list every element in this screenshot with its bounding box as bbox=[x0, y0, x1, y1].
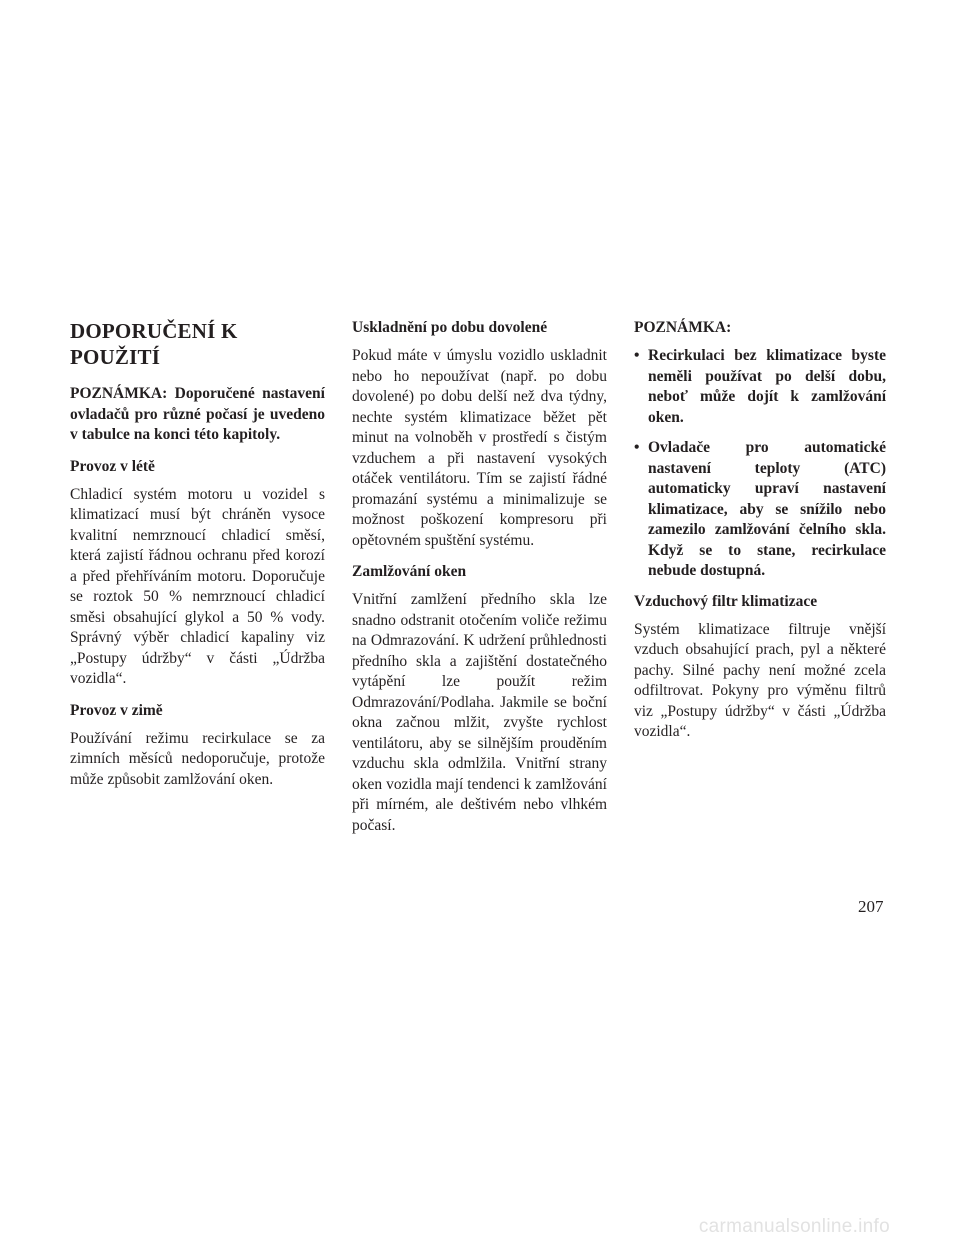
note-bullet-item bbox=[634, 438, 886, 582]
bullet-text: Ovladače pro automatické nastavení teploty (ATC) automaticky upraví nastavení klimatizace, aby se snížilo nebo zamezilo zamlžování čelního skla. Když se to stane, recirkulace nebude dostupná. bbox=[648, 439, 886, 579]
winter-subheading: Provoz v zimě bbox=[70, 701, 163, 719]
column-middle bbox=[352, 318, 607, 847]
fog-subheading: Zamlžování oken bbox=[352, 563, 467, 580]
note-bullet-item bbox=[634, 346, 886, 428]
section-heading: DOPORUČENÍ K POUŽITÍ bbox=[70, 319, 238, 369]
filter-subheading: Vzduchový filtr klimatizace bbox=[634, 592, 818, 610]
bullet-text: Recirkulaci bez klimatizace byste neměli používat po delší dobu, neboť může dojít k zamlžování oken. bbox=[648, 347, 886, 426]
note-heading: POZNÁMKA: bbox=[634, 319, 732, 336]
storage-subheading: Uskladnění po dobu dovolené bbox=[352, 319, 548, 336]
bullet-icon: • bbox=[634, 439, 640, 456]
fog-paragraph: Vnitřní zamlžení předního skla lze snadno odstranit otočením voliče režimu na Odmrazování. K udržení průhlednosti předního skla a zajištění dostatečného vytápění lze použít režim Odmrazování/Podlaha. Jakmile se boční okna začnou mlžit, zvyšte rychlost ventilátoru, aby se silnějším prouděním vzduchu skla odmlžila. Vnitřní strany oken vozidla mají tendenci k zamlžování při mírném, ale deštivém nebo vlhkém počasí. bbox=[352, 591, 607, 834]
column-right bbox=[634, 318, 886, 754]
summer-subheading: Provoz v létě bbox=[70, 457, 155, 475]
bullet-icon: • bbox=[634, 347, 640, 364]
note-paragraph: POZNÁMKA: Doporučené nastavení ovladačů pro různé počasí je uvedeno v tabulce na konci této kapitoly. bbox=[70, 385, 325, 443]
winter-paragraph: Používání režimu recirkulace se za zimních měsíců nedoporučuje, protože může způsobit zamlžování oken. bbox=[70, 729, 325, 788]
column-left bbox=[70, 318, 325, 801]
storage-paragraph: Pokud máte v úmyslu vozidlo uskladnit nebo ho nepoužívat (např. po dobu dovolené) po dobu delší než dva týdny, nechte systém klimatizace běžet pět minut na volnoběh v prostředí s čistým vzduchem a při nastavení vysokých otáček ventilátoru. Tím se zajistí řádné promazání systému a minimalizuje se možnost poškození kompresoru při opětovném spuštění systému. bbox=[352, 347, 607, 549]
note-bullet-list bbox=[634, 346, 886, 582]
summer-paragraph: Chladicí systém motoru u vozidel s klimatizací musí být chráněn vysoce kvalitní nemrznoucí chladicí směsí, která zajistí řádnou ochranu před korozí a před přehříváním motoru. Doporučuje se roztok 50 % nemrznoucí chladicí směsi obsahující glykol a 50 % vody. Správný výběr chladicí kapaliny viz „Postupy údržby“ v části „Údržba vozidla“. bbox=[70, 485, 325, 687]
watermark-text: carmanualsonline.info bbox=[698, 1216, 890, 1237]
page-number: 207 bbox=[858, 897, 884, 916]
filter-paragraph: Systém klimatizace filtruje vnější vzduch obsahující prach, pyl a některé pachy. Silné pachy není možné zcela odfiltrovat. Pokyny pro výměnu filtrů viz „Postupy údržby“ v části „Údržba vozidla“. bbox=[634, 620, 886, 740]
